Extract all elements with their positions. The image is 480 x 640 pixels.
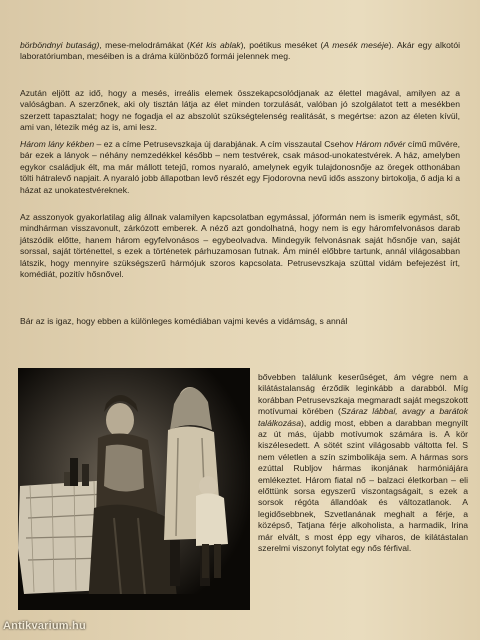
text-run: – ez a címe Petrusevszkaja új darabjának. A cím visszautal Csehov <box>94 139 356 149</box>
text-run: című művére, bár ezek a lányok – néhány nemzedékkel később – nem testvérek, csak másod-unokatestvérek. A ház, amelyben egykor családjuk élt, ma már mállott tetejű, romos nyaraló, amelynek egyik tulajdonosnője az öregek otthonában tölti hátralevő napjait. A nyaraló jobb állapotban levő részét egy Fjodorovna nevű idős asszony birtokolja, ő adja ki a házat az unokatestvéreknek. <box>20 139 460 195</box>
paragraph-4: Az asszonyok gyakorlatilag alig állnak valamilyen kapcsolatban egymással, jóformán nem is ismerik egymást, sőt, mindhárman visszavonult, zárkózott emberek. A néző azt gondolhatná, hogy nem is egy háromfelvonásos darab játszódik előtte, hanem három egyfelvonásos – egybeolvadva. Mindegyik felvonásnak saját hősnője van, saját sorssal, saját történettel, s ezek a történetek párhuzamosan futnak. Ám minél előbbre tartunk, annál világosabban látszik, hogy mennyire szükségszerű hármójuk szoros kapcsolata. Petrusevszkaja szüttal vidám befejezést írt, komédiát, pozitív hősnővel. <box>20 212 460 280</box>
text-run: ). Akár egy alkotói laboratóriumban, meséiben is a dráma különböző formái jelennek meg. <box>20 40 461 62</box>
text-run: ), poétikus meséket ( <box>240 40 324 50</box>
italic-title: A mesék meséje <box>323 40 389 50</box>
paragraph-3 <box>20 139 460 196</box>
side-column-text <box>258 372 468 555</box>
paragraph-1 <box>20 40 460 63</box>
italic-title: Három lány kékben <box>20 139 95 149</box>
italic-title: Száraz lábbal, avagy a barátok találkozása <box>258 406 468 428</box>
stage-photo <box>18 368 250 610</box>
italic-title: Három nővér <box>355 139 406 149</box>
watermark: Antikvarium.hu <box>3 620 86 632</box>
text-run: bővebben találunk keserűséget, ám végre nem a kilátástalanság érződik leginkább a darabból. Míg korábban Petrusevszkaja megmaradt saját megszokott motívumai körében ( <box>258 372 468 417</box>
text-run: , mese-melodrámákat ( <box>99 40 190 50</box>
italic-title: Két kis ablak <box>189 40 241 50</box>
italic-title: börböndnyi butaság) <box>20 40 100 50</box>
paragraph-2: Azután eljött az idő, hogy a mesés, irreális elemek összekapcsolódjanak az élettel magával, amilyen az a valóságban. A szerzőnek, aki oly tisztán látja az élet minden torzulását, valóban jó szolgálatot tett a mesékben szerzett tapasztalat; hogy ne fogadja el az abszolút szükségtelenség realitását, s megértse: azon az életen kívül, ami van, létezik még az is, ami lesz. <box>20 88 460 133</box>
text-run: ), addig most, ebben a darabban megnyílt az út más, újabb motívumok számára is. A kör kiszélesedett. A sötét szint világosabb váltotta fel. S nem véletlen a szín szimbolikája sem. A hármas sors ezúttal Rubljov hármas ikonjának harmóniájára emlékeztet. Három fiatal nő – balzaci életkorban – eli előttünk sorsa egyszerű viszontagságait, s ezek a sorsok régóta állandóak és változatlanok. A legidősebbnek, Szvetlanának meghalt a férje, a középső, Tatjana férje alkoholista, a harmadik, Irina már elvált, s most épp egy viharos, de kilátástalan szerelmi viszonyt folytat egy nős férfival. <box>258 417 468 554</box>
paragraph-5: Bár az is igaz, hogy ebben a különleges komédiában vajmi kevés a vidámság, s annál <box>20 316 348 326</box>
stage-photo-drawing <box>18 368 250 610</box>
